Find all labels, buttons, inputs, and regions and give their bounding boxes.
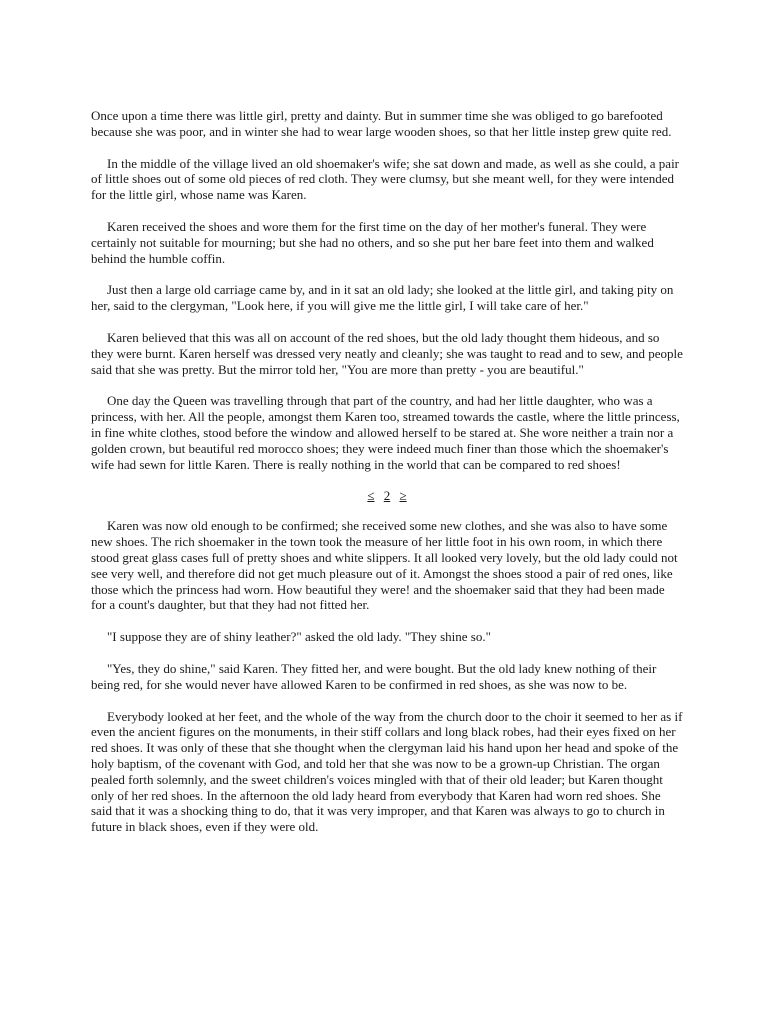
paragraph: In the middle of the village lived an old shoemaker's wife; she sat down and made, as well as she could, a pair of little shoes out of some old pieces of red cloth. They were clumsy, but she meant well, for they were intended for the little girl, whose name was Karen. [91,155,680,203]
paragraph: Everybody looked at her feet, and the whole of the way from the church door to the choir it seemed to her as if even the ancient figures on the monuments, in their stiff collars and long black robes, had their eyes fixed on her red shoes. It was only of these that she thought when the clergyman laid his hand upon her head and spoke of the holy baptism, of the covenant with God, and told her that she was now to be a grown-up Christian. The organ pealed forth solemnly, and the sweet children's voices mingled with that of their old leader; but Karen thought only of her red shoes. In the afternoon the old lady heard from everybody that Karen had worn red shoes. She said that it was a shocking thing to do, that it was very improper, and that Karen was always to go to church in future in black shoes, even if they were old. [91,708,683,835]
paragraph: Karen received the shoes and wore them for the first time on the day of her mother's funeral. They were certainly not suitable for mourning; but she had no others, and so she put her bare feet into them and walked behind the humble coffin. [91,218,654,266]
paragraph: Just then a large old carriage came by, and in it sat an old lady; she looked at the little girl, and taking pity on her, said to the clergyman, "Look here, if you will give me the little girl, I will take care of her." [91,282,674,314]
next-page-link[interactable]: ≥ [399,488,407,504]
paragraph: Karen was now old enough to be confirmed; she received some new clothes, and she was also to have some new shoes. The rich shoemaker in the town took the measure of her little foot in his own room, in which there stood great glass cases full of pretty shoes and white slippers. It all looked very lovely, but the old lady could not see very well, and therefore did not get much pleasure out of it. Amongst the shoes stood a pair of red ones, like those which the princess had worn. How beautiful they were! and the shoemaker said that they had been made for a count's daughter, but that they had not fitted her. [91,518,678,613]
paragraph: One day the Queen was travelling through that part of the country, and had her little daughter, who was a princess, with her. All the people, amongst them Karen too, streamed towards the castle, where the little princess, in fine white clothes, stood before the window and allowed herself to be stared at. She wore neither a train nor a golden crown, but beautiful red morocco shoes; they were indeed much finer than those which the shoemaker's wife had sewn for little Karen. There is really nothing in the world that can be compared to red shoes! [91,393,680,472]
page-number-link[interactable]: 2 [383,488,391,504]
paragraph: Once upon a time there was little girl, pretty and dainty. But in summer time she was obliged to go barefooted because she was poor, and in winter she had to wear large wooden shoes, so that her little instep grew quite red. [91,108,672,139]
paragraph: "Yes, they do shine," said Karen. They fitted her, and were bought. But the old lady knew nothing of their being red, for she would never have allowed Karen to be confirmed in red shoes, as she was now to be. [91,660,657,692]
previous-page-link[interactable]: ≤ [367,488,375,504]
paragraph: Karen believed that this was all on account of the red shoes, but the old lady thought them hideous, and so they were burnt. Karen herself was dressed very neatly and cleanly; she was taught to read and to sew, and people said that she was pretty. But the mirror told her, "You are more than pretty - you are beautiful." [91,329,683,377]
page-navigation [91,488,683,504]
paragraph: "I suppose they are of shiny leather?" asked the old lady. "They shine so." [107,629,491,645]
document-page [91,108,683,851]
